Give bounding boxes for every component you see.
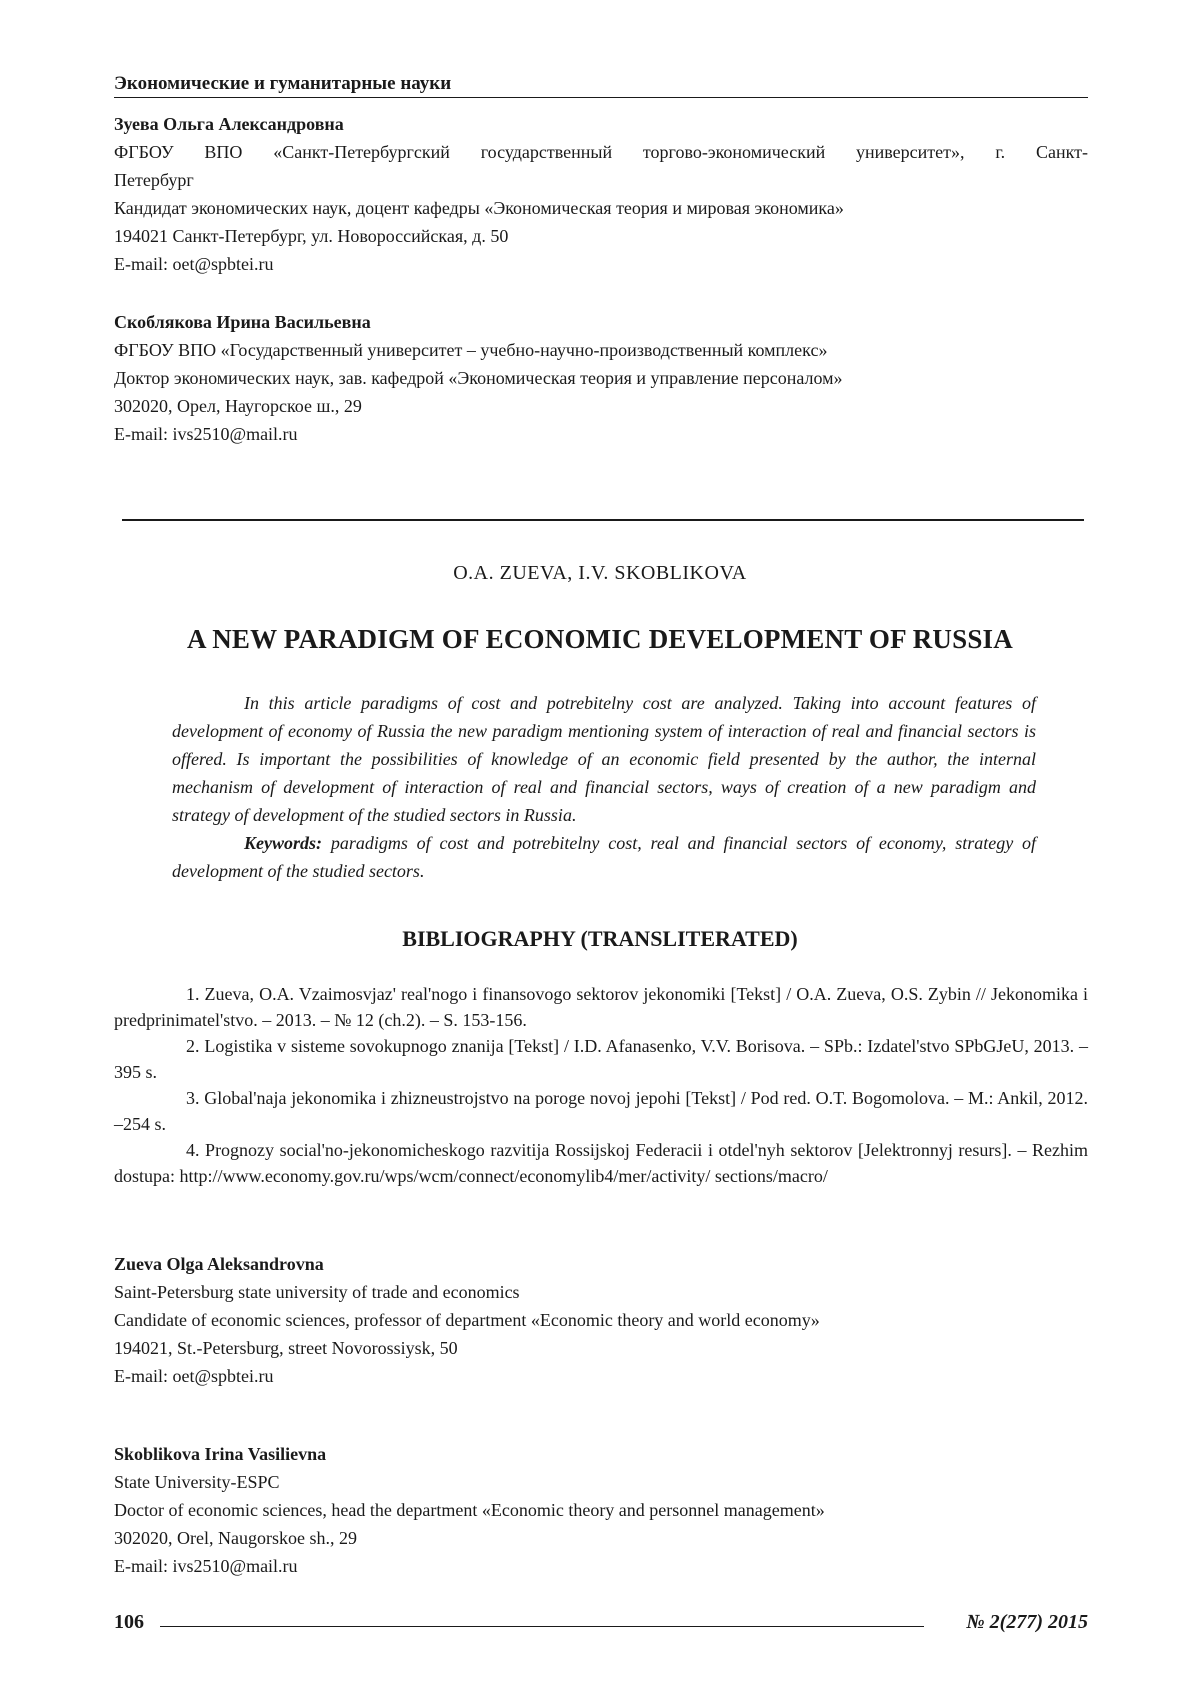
author-en-1-address: 194021, St.-Petersburg, street Novorossiysk, 50 bbox=[114, 1334, 1088, 1362]
article-title: A NEW PARADIGM OF ECONOMIC DEVELOPMENT OF RUSSIA bbox=[0, 622, 1200, 656]
author-ru-2-address: 302020, Орел, Наугорское ш., 29 bbox=[114, 392, 1088, 420]
abstract bbox=[172, 689, 1036, 885]
author-en-1-email: E-mail: oet@spbtei.ru bbox=[114, 1362, 1088, 1390]
bibliography-heading: BIBLIOGRAPHY (TRANSLITERATED) bbox=[0, 925, 1200, 953]
author-en-1-name: Zueva Olga Aleksandrovna bbox=[114, 1250, 1088, 1278]
author-ru-1-email: E-mail: oet@spbtei.ru bbox=[114, 250, 1088, 278]
author-ru-2-position: Доктор экономических наук, зав. кафедрой «Экономическая теория и управление персоналом» bbox=[114, 364, 1088, 392]
author-ru-1-affiliation: ФГБОУ ВПО «Санкт-Петербургский государственный торгово-экономический университет», г. Санкт- bbox=[114, 138, 1088, 166]
author-en-2 bbox=[114, 1440, 1088, 1580]
keywords-text: paradigms of cost and potrebitelny cost, real and financial sectors of economy, strategy of development of the studied sectors. bbox=[172, 833, 1036, 881]
author-ru-1-affiliation-cont: Петербург bbox=[114, 166, 1088, 194]
journal-page bbox=[0, 0, 1200, 1698]
author-ru-1 bbox=[114, 110, 1088, 278]
reference-item: 3. Global'naja jekonomika i zhizneustrojstvo na poroge novoj jepohi [Tekst] / Pod red. O.T. Bogomolova. – M.: Ankil, 2012. –254 s. bbox=[114, 1085, 1088, 1137]
author-en-2-name: Skoblikova Irina Vasilievna bbox=[114, 1440, 1088, 1468]
page-number: 106 bbox=[114, 1610, 144, 1634]
article-authors: O.A. ZUEVA, I.V. SKOBLIKOVA bbox=[0, 560, 1200, 586]
footer-rule bbox=[160, 1626, 924, 1627]
author-ru-2-affiliation: ФГБОУ ВПО «Государственный университет – учебно-научно-производственный комплекс» bbox=[114, 336, 1088, 364]
keywords-label: Keywords: bbox=[244, 833, 322, 853]
author-ru-1-position: Кандидат экономических наук, доцент кафедры «Экономическая теория и мировая экономика» bbox=[114, 194, 1088, 222]
author-en-2-email: E-mail: ivs2510@mail.ru bbox=[114, 1552, 1088, 1580]
author-ru-1-name: Зуева Ольга Александровна bbox=[114, 110, 1088, 138]
author-en-2-address: 302020, Orel, Naugorskoe sh., 29 bbox=[114, 1524, 1088, 1552]
keywords-paragraph bbox=[172, 829, 1036, 885]
reference-item: 2. Logistika v sisteme sovokupnogo znanija [Tekst] / I.D. Afanasenko, V.V. Borisova. – SPb.: Izdatel'stvo SPbGJeU, 2013. – 395 s. bbox=[114, 1033, 1088, 1085]
issue-number: № 2(277) 2015 bbox=[966, 1610, 1088, 1634]
reference-list bbox=[114, 981, 1088, 1189]
author-ru-2 bbox=[114, 308, 1088, 448]
author-ru-2-name: Скоблякова Ирина Васильевна bbox=[114, 308, 1088, 336]
author-en-1 bbox=[114, 1250, 1088, 1390]
author-en-2-affiliation: State University-ESPC bbox=[114, 1468, 1088, 1496]
section-divider bbox=[122, 519, 1084, 521]
author-ru-2-email: E-mail: ivs2510@mail.ru bbox=[114, 420, 1088, 448]
author-en-1-affiliation: Saint-Petersburg state university of trade and economics bbox=[114, 1278, 1088, 1306]
reference-item: 4. Prognozy social'no-jekonomicheskogo razvitija Rossijskoj Federacii i otdel'nyh sektorov [Jelektronnyj resurs]. – Rezhim dostupa: http://www.economy.gov.ru/wps/wcm/connect/economylib4/mer/activity/ sections/macro/ bbox=[114, 1137, 1088, 1189]
author-ru-1-address: 194021 Санкт-Петербург, ул. Новороссийская, д. 50 bbox=[114, 222, 1088, 250]
abstract-text: In this article paradigms of cost and potrebitelny cost are analyzed. Taking into account features of development of economy of Russia the new paradigm mentioning system of interaction of real and financial sectors is offered. Is important the possibilities of knowledge of an economic field presented by the author, the internal mechanism of development of interaction of real and financial sectors, ways of creation of a new paradigm and strategy of development of the studied sectors in Russia. bbox=[172, 689, 1036, 829]
author-en-1-position: Candidate of economic sciences, professor of department «Economic theory and world economy» bbox=[114, 1306, 1088, 1334]
reference-item: 1. Zueva, O.A. Vzaimosvjaz' real'nogo i finansovogo sektorov jekonomiki [Tekst] / O.A. Zueva, O.S. Zybin // Jekonomika i predprinimatel'stvo. – 2013. – № 12 (ch.2). – S. 153-156. bbox=[114, 981, 1088, 1033]
author-en-2-position: Doctor of economic sciences, head the department «Economic theory and personnel management» bbox=[114, 1496, 1088, 1524]
running-head: Экономические и гуманитарные науки bbox=[114, 72, 1088, 98]
